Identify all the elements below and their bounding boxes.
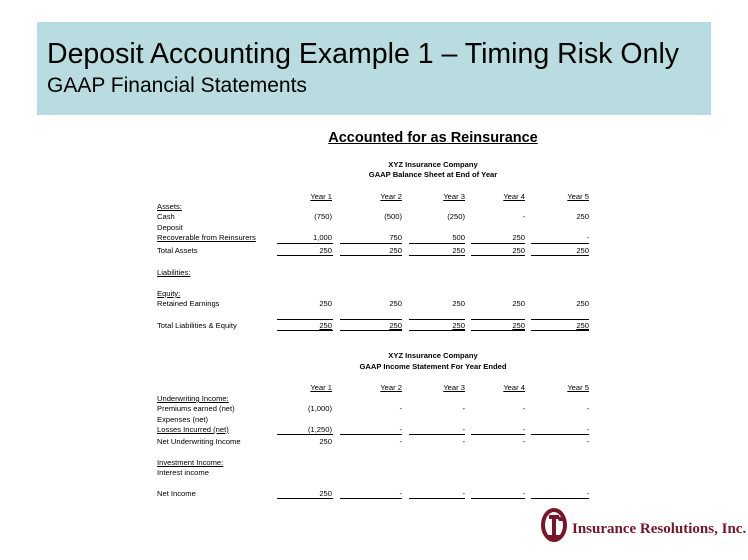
year-header: Year 1 (310, 383, 332, 392)
underline-rule (531, 498, 589, 499)
liabilities-label: Liabilities: (157, 268, 191, 277)
row-label: Expenses (net) (157, 415, 209, 424)
table-cell: 250 (512, 299, 525, 308)
interest-row (0, 467, 748, 478)
net-underwriting-row (0, 436, 748, 447)
table-cell: - (586, 425, 589, 434)
assets-label: Assets: (157, 202, 182, 211)
underline-rule (531, 255, 589, 256)
equity-label: Equity: (157, 289, 181, 298)
underline-rule (471, 255, 525, 256)
row-label: Total Assets (157, 246, 198, 255)
table-cell: (500) (384, 212, 402, 221)
table-cell: - (522, 212, 525, 221)
section-heading: Accounted for as Reinsurance (328, 130, 538, 146)
table-cell: - (586, 437, 589, 446)
table-cell: - (399, 425, 402, 434)
row-label: Total Liabilities & Equity (157, 321, 237, 330)
row-label: Recoverable from Reinsurers (157, 233, 256, 242)
table-cell: - (522, 489, 525, 498)
year-header: Year 3 (443, 383, 465, 392)
income-statement-company: XYZ Insurance Company (388, 351, 478, 360)
table-cell: 250 (319, 321, 332, 330)
underline-rule (340, 498, 402, 499)
balance-sheet-company: XYZ Insurance Company (388, 160, 478, 169)
underline-rule (471, 434, 525, 435)
table-cell: 250 (452, 299, 465, 308)
year-header: Year 3 (443, 192, 465, 201)
table-cell: - (586, 404, 589, 413)
logo-text: Insurance Resolutions, Inc. (572, 521, 747, 537)
underline-rule (277, 330, 333, 331)
table-cell: - (462, 425, 465, 434)
table-cell: 250 (452, 246, 465, 255)
underline-rule (409, 330, 465, 331)
row-label: Interest income (157, 468, 209, 477)
table-cell: - (522, 404, 525, 413)
table-cell: 500 (452, 233, 465, 242)
year-header: Year 5 (567, 192, 589, 201)
underline-rule (340, 434, 402, 435)
table-cell: 250 (576, 299, 589, 308)
retained-earnings-row (0, 298, 748, 309)
company-logo (540, 507, 747, 547)
income-statement-title: GAAP Income Statement For Year Ended (359, 362, 507, 371)
table-cell: - (399, 489, 402, 498)
income-statement-year-header (0, 382, 748, 393)
premiums-row (0, 403, 748, 414)
underline-rule (531, 330, 589, 331)
underline-rule (340, 243, 402, 244)
cash-row (0, 211, 748, 222)
table-cell: 250 (319, 246, 332, 255)
underline-rule (531, 434, 589, 435)
table-cell: - (586, 489, 589, 498)
row-label: Premiums earned (net) (157, 404, 235, 413)
year-header: Year 5 (567, 383, 589, 392)
table-cell: 250 (319, 489, 332, 498)
slide-title: Deposit Accounting Example 1 – Timing Risk Only (47, 38, 680, 70)
table-cell: - (522, 437, 525, 446)
underline-rule (409, 243, 465, 244)
table-cell: 250 (576, 212, 589, 221)
row-label: Net Income (157, 489, 196, 498)
year-header: Year 4 (503, 383, 525, 392)
underline-rule (340, 255, 402, 256)
recoverable-row (0, 232, 748, 243)
underline-rule (409, 255, 465, 256)
year-header: Year 2 (380, 383, 402, 392)
table-cell: - (522, 425, 525, 434)
table-cell: (1,250) (307, 425, 332, 434)
table-cell: 250 (389, 246, 402, 255)
table-cell: 250 (319, 299, 332, 308)
investment-label: Investment Income: (157, 458, 224, 467)
table-cell: 250 (576, 246, 589, 255)
table-cell: - (399, 437, 402, 446)
row-label: Losses Incurred (net) (157, 425, 229, 434)
underline-rule (277, 243, 333, 244)
underline-rule (471, 498, 525, 499)
underline-rule (409, 498, 465, 499)
row-label: Retained Earnings (157, 299, 220, 308)
underwriting-label: Underwriting Income: (157, 394, 229, 403)
table-cell: (750) (314, 212, 332, 221)
table-cell: (250) (447, 212, 465, 221)
table-cell: 250 (512, 233, 525, 242)
year-header: Year 2 (380, 192, 402, 201)
underline-rule (340, 330, 402, 331)
table-cell: 250 (319, 437, 332, 446)
year-header: Year 1 (310, 192, 332, 201)
table-cell: - (399, 404, 402, 413)
underline-rule (471, 243, 525, 244)
table-cell: - (586, 233, 589, 242)
logo-mark-icon (540, 507, 570, 543)
table-cell: 250 (389, 299, 402, 308)
table-cell: - (462, 404, 465, 413)
row-label: Cash (157, 212, 175, 221)
row-label: Net Underwriting Income (157, 437, 241, 446)
table-cell: - (462, 489, 465, 498)
table-cell: 250 (389, 321, 402, 330)
liabilities-section-row (0, 267, 748, 278)
slide-subtitle: GAAP Financial Statements (47, 74, 307, 97)
underline-rule (471, 330, 525, 331)
underline-rule (277, 434, 333, 435)
balance-sheet-title: GAAP Balance Sheet at End of Year (368, 170, 498, 179)
table-cell: 750 (389, 233, 402, 242)
table-cell: 250 (512, 321, 525, 330)
table-cell: 250 (452, 321, 465, 330)
underline-rule (277, 498, 333, 499)
table-cell: - (462, 437, 465, 446)
underline-rule (277, 255, 333, 256)
table-cell: 1,000 (312, 233, 332, 242)
row-label: Deposit (157, 223, 183, 232)
table-cell: 250 (512, 246, 525, 255)
underline-rule (531, 243, 589, 244)
year-header: Year 4 (503, 192, 525, 201)
table-cell: 250 (576, 321, 589, 330)
table-cell: (1,000) (307, 404, 332, 413)
underline-rule (409, 434, 465, 435)
